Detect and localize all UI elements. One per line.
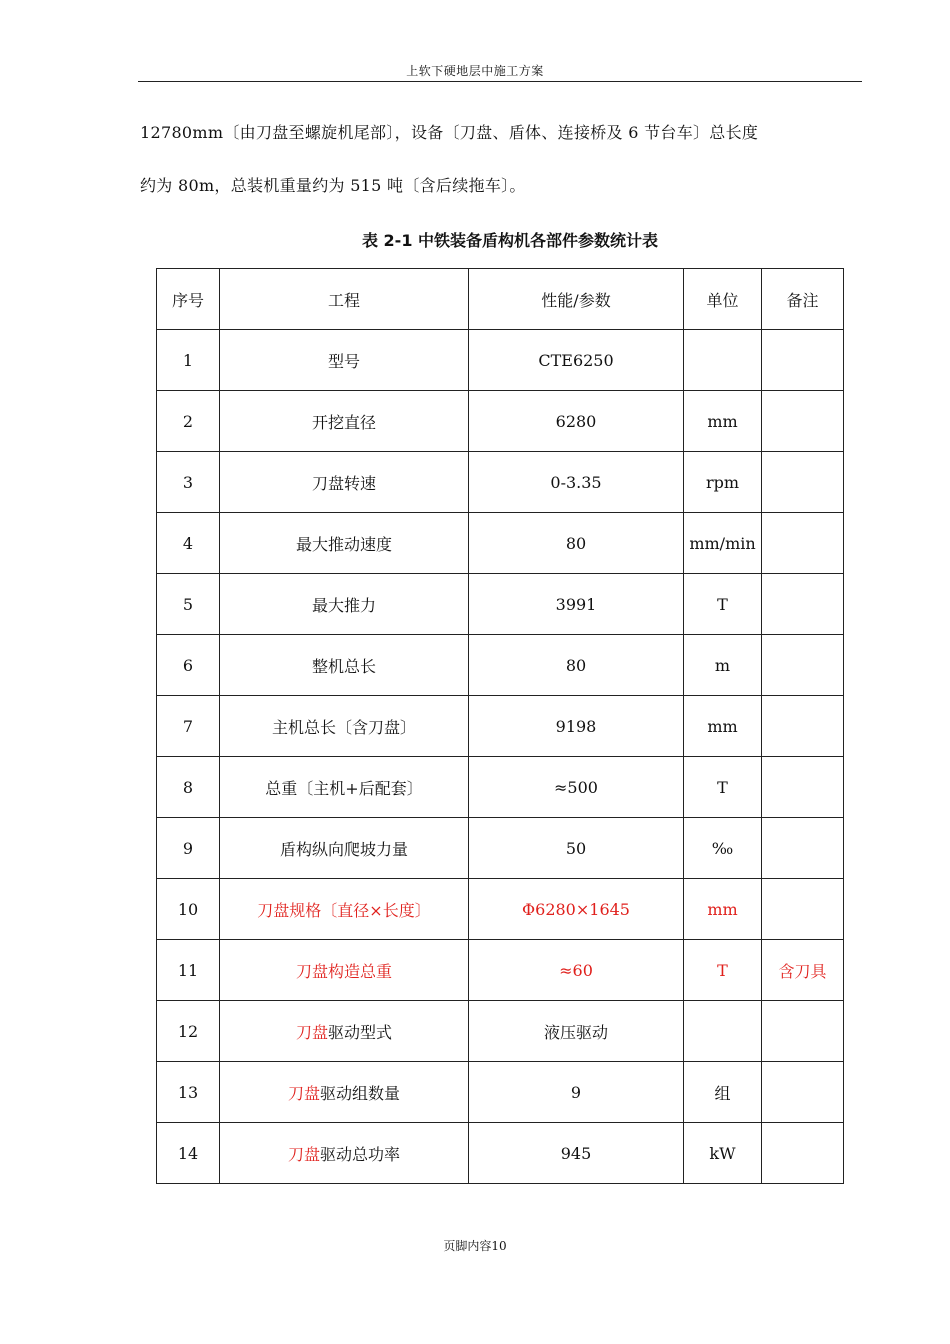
cell-item — [220, 513, 469, 574]
cell-note — [762, 452, 844, 513]
cell-note — [762, 635, 844, 696]
cell-no: 6 — [157, 635, 220, 696]
table-row — [157, 879, 844, 940]
cell-value: 3991 — [469, 574, 684, 635]
cell-item — [220, 452, 469, 513]
cell-value: 50 — [469, 818, 684, 879]
cell-unit: mm — [684, 879, 762, 940]
cell-value: 液压驱动 — [469, 1001, 684, 1062]
table-row — [157, 940, 844, 1001]
cell-no: 10 — [157, 879, 220, 940]
table-caption: 表 2-1 中铁装备盾构机各部件参数统计表 — [361, 231, 659, 250]
cell-item-text: 主机总长〔含刀盘〕 — [271, 717, 416, 737]
cell-item-text: 驱动组数量 — [320, 1083, 401, 1103]
spec-table — [156, 268, 844, 1184]
cell-item-highlight: 刀盘构造总重 — [295, 961, 392, 981]
cell-item — [220, 635, 469, 696]
header-value: 性能/参数 — [469, 269, 684, 330]
cell-value: ≈500 — [469, 757, 684, 818]
cell-unit: kW — [684, 1123, 762, 1184]
cell-no: 7 — [157, 696, 220, 757]
cell-note — [762, 330, 844, 391]
cell-no: 8 — [157, 757, 220, 818]
cell-note — [762, 1001, 844, 1062]
cell-item — [220, 1123, 469, 1184]
body-paragraph-line-2: 约为 80m，总装机重量约为 515 吨〔含后续拖车〕。 — [140, 176, 526, 195]
cell-note — [762, 1062, 844, 1123]
cell-no: 4 — [157, 513, 220, 574]
cell-item-text: 整机总长 — [311, 656, 376, 676]
table-row — [157, 757, 844, 818]
cell-value: 945 — [469, 1123, 684, 1184]
cell-note — [762, 818, 844, 879]
cell-item-text: 开挖直径 — [311, 412, 376, 432]
table-row — [157, 452, 844, 513]
cell-no: 14 — [157, 1123, 220, 1184]
cell-unit: mm — [684, 696, 762, 757]
cell-no: 13 — [157, 1062, 220, 1123]
cell-value: 9 — [469, 1062, 684, 1123]
cell-item-text: 最大推动速度 — [295, 534, 392, 554]
cell-note — [762, 391, 844, 452]
cell-unit: mm — [684, 391, 762, 452]
cell-value: 6280 — [469, 391, 684, 452]
header-item: 工程 — [220, 269, 469, 330]
table-row — [157, 391, 844, 452]
body-paragraph-line-1: 12780mm〔由刀盘至螺旋机尾部〕，设备〔刀盘、盾体、连接桥及 6 节台车〕总长度 — [140, 123, 759, 142]
cell-note — [762, 696, 844, 757]
page-header: 上软下硬地层中施工方案 — [406, 64, 544, 78]
cell-unit — [684, 1001, 762, 1062]
cell-value: 0-3.35 — [469, 452, 684, 513]
cell-note — [762, 757, 844, 818]
header-unit: 单位 — [684, 269, 762, 330]
cell-item — [220, 1062, 469, 1123]
cell-item — [220, 818, 469, 879]
cell-no: 2 — [157, 391, 220, 452]
cell-unit: 组 — [684, 1062, 762, 1123]
cell-item — [220, 330, 469, 391]
cell-no: 3 — [157, 452, 220, 513]
table-body — [157, 330, 844, 1184]
cell-no: 9 — [157, 818, 220, 879]
cell-unit: mm/min — [684, 513, 762, 574]
cell-item-text: 型号 — [327, 351, 360, 371]
cell-value: CTE6250 — [469, 330, 684, 391]
cell-note — [762, 1123, 844, 1184]
cell-no: 11 — [157, 940, 220, 1001]
cell-unit: rpm — [684, 452, 762, 513]
cell-item-text: 驱动型式 — [328, 1022, 393, 1042]
cell-note — [762, 513, 844, 574]
cell-unit: T — [684, 940, 762, 1001]
table-header-row — [157, 269, 844, 330]
cell-item-text: 刀盘转速 — [311, 473, 376, 493]
cell-item-text: 驱动总功率 — [320, 1144, 401, 1164]
header-no: 序号 — [157, 269, 220, 330]
cell-item-text: 总重〔主机+后配套〕 — [265, 778, 423, 798]
table-row — [157, 1123, 844, 1184]
cell-item-highlight: 刀盘规格〔直径×长度〕 — [257, 900, 431, 920]
cell-value: 9198 — [469, 696, 684, 757]
cell-item — [220, 1001, 469, 1062]
cell-value: 80 — [469, 513, 684, 574]
cell-no: 1 — [157, 330, 220, 391]
table-row — [157, 818, 844, 879]
page-footer: 页脚内容10 — [443, 1239, 507, 1253]
cell-item-highlight: 刀盘 — [287, 1083, 320, 1103]
cell-no: 12 — [157, 1001, 220, 1062]
cell-item-text: 盾构纵向爬坡力量 — [279, 839, 408, 859]
cell-unit — [684, 330, 762, 391]
cell-item — [220, 757, 469, 818]
cell-unit: T — [684, 574, 762, 635]
cell-item — [220, 879, 469, 940]
cell-item — [220, 696, 469, 757]
header-rule — [138, 81, 862, 82]
cell-no: 5 — [157, 574, 220, 635]
cell-item — [220, 574, 469, 635]
table-row — [157, 1062, 844, 1123]
cell-value: 80 — [469, 635, 684, 696]
header-note: 备注 — [762, 269, 844, 330]
cell-note — [762, 879, 844, 940]
cell-item-highlight: 刀盘 — [287, 1144, 320, 1164]
table-row — [157, 574, 844, 635]
table-row — [157, 1001, 844, 1062]
cell-item — [220, 391, 469, 452]
cell-value: ≈60 — [469, 940, 684, 1001]
cell-note: 含刀具 — [762, 940, 844, 1001]
table-row — [157, 330, 844, 391]
cell-item-text: 最大推力 — [311, 595, 376, 615]
cell-item — [220, 940, 469, 1001]
table-row — [157, 635, 844, 696]
cell-value: Φ6280×1645 — [469, 879, 684, 940]
cell-note — [762, 574, 844, 635]
cell-unit: m — [684, 635, 762, 696]
cell-unit: T — [684, 757, 762, 818]
cell-item-highlight: 刀盘 — [295, 1022, 328, 1042]
cell-unit: ‰ — [684, 818, 762, 879]
table-row — [157, 696, 844, 757]
table-row — [157, 513, 844, 574]
